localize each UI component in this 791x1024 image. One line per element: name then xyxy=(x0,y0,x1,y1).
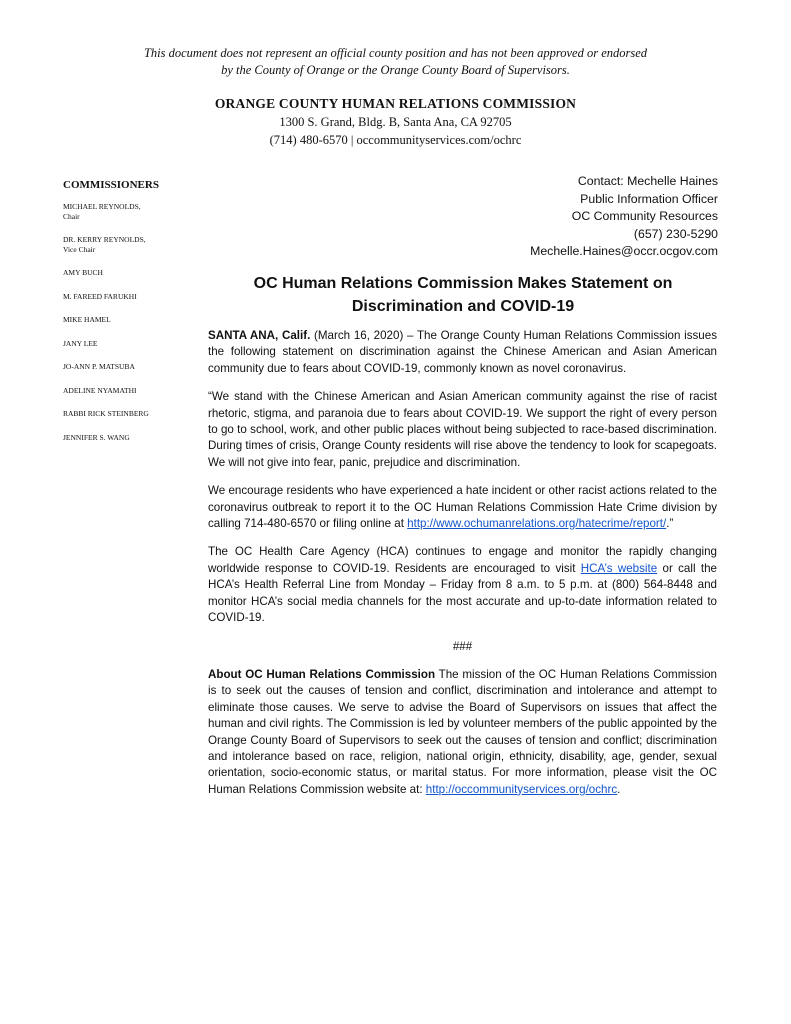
commissioner-role: Vice Chair xyxy=(63,244,96,254)
press-release-body xyxy=(208,328,717,810)
commissioner-item xyxy=(63,362,198,372)
about-text: The mission of the OC Human Relations Commission is to seek out the causes of tension and conflict, discrimination and intolerance and attempt to eliminate those causes. We serve to advise the Board of Supervisors on issues that affect the human and civil rights. The Commission is led by volunteer members of the public appointed by the Orange County Board of Supervisors to seek out the causes of tension and conflict; discrimination and intolerance based on race, religion, national origin, ethnicity, disability, age, gender, sexual orientation, socio-economic status, or marital status. For more information, please visit the OC Human Relations Commission website at: xyxy=(208,667,718,796)
commissioner-name: AMY BUCH xyxy=(63,268,103,277)
commissioner-item xyxy=(63,409,198,419)
commissioner-name: MICHAEL REYNOLDS, xyxy=(63,202,141,211)
hca-text-1: The OC Health Care Agency (HCA) continues to engage and monitor the rapidly changing worldwide response to COVID-19. Residents are encouraged to visit xyxy=(208,545,717,575)
organization-phone-web: (714) 480-6570 | occommunityservices.com/ochrc xyxy=(269,133,522,147)
commissioners-heading: COMMISSIONERS xyxy=(63,179,159,191)
hca-website-link[interactable]: HCA’s website xyxy=(580,561,658,575)
headline-line-2: Discrimination and COVID-19 xyxy=(351,298,575,315)
disclaimer-line-2: by the County of Orange or the Orange County Board of Supervisors. xyxy=(221,63,570,77)
contact-department: OC Community Resources xyxy=(571,209,718,223)
commissioner-item xyxy=(63,268,198,278)
commissioner-item xyxy=(63,315,198,325)
about-heading: About OC Human Relations Commission xyxy=(208,667,436,681)
commissioner-item xyxy=(63,386,198,396)
headline-line-1: OC Human Relations Commission Makes Statement on xyxy=(253,275,673,292)
disclaimer-line-1: This document does not represent an official county position and has not been approved or endorsed xyxy=(143,46,648,60)
commissioner-name: M. FAREED FARUKHI xyxy=(63,291,137,301)
paragraph-report xyxy=(208,483,717,532)
organization-name: ORANGE COUNTY HUMAN RELATIONS COMMISSION xyxy=(214,96,577,111)
contact-title: Public Information Officer xyxy=(580,191,718,206)
paragraph-hca xyxy=(208,544,717,626)
commissioner-name: MIKE HAMEL xyxy=(63,315,111,324)
press-release-headline xyxy=(209,272,717,318)
commissioner-name: JANY LEE xyxy=(63,338,98,348)
ochrc-website-link[interactable]: http://occommunityservices.org/ochrc xyxy=(425,782,618,796)
commissioner-name: DR. KERRY REYNOLDS, xyxy=(63,235,146,244)
contact-email: Mechelle.Haines@occr.ocgov.com xyxy=(530,244,718,258)
commissioner-item xyxy=(63,433,198,443)
about-text-end: . xyxy=(617,782,621,796)
commissioner-name: JO-ANN P. MATSUBA xyxy=(63,362,135,371)
commissioner-item xyxy=(63,339,198,349)
paragraph-about xyxy=(208,667,717,798)
dateline: SANTA ANA, Calif. xyxy=(208,329,311,342)
report-text: We encourage residents who have experienced a hate incident or other racist actions related to the coronavirus outbreak to report it to the OC Human Relations Commission Hate Crime division by calling 714-480-6570 or filing online at xyxy=(208,484,717,531)
commissioner-name: ADELINE NYAMATHI xyxy=(63,385,137,395)
commissioner-role: Chair xyxy=(63,211,80,221)
organization-address: 1300 S. Grand, Bldg. B, Santa Ana, CA 92705 xyxy=(279,115,512,129)
intro-text: (March 16, 2020) – The Orange County Human Relations Commission issues the following statement on discrimination against the Chinese American and Asian American community due to fears about COVID-19, commonly known as novel coronavirus. xyxy=(208,329,717,375)
paragraph-intro xyxy=(208,328,717,377)
commissioners-sidebar xyxy=(63,179,198,456)
hate-crime-report-link[interactable]: http://www.ochumanrelations.org/hatecrime/report/ xyxy=(407,517,667,531)
section-separator: ### xyxy=(452,639,473,653)
commissioner-item xyxy=(63,202,198,221)
commissioner-item xyxy=(63,292,198,302)
report-text-end: .” xyxy=(666,517,674,531)
contact-block xyxy=(530,173,718,261)
commissioner-item xyxy=(63,235,198,254)
commissioner-name: JENNIFER S. WANG xyxy=(63,432,130,442)
commissioner-name: RABBI RICK STEINBERG xyxy=(63,409,149,418)
contact-name: Contact: Mechelle Haines xyxy=(577,174,718,188)
organization-header xyxy=(0,95,791,149)
hca-text-2: or call the HCA’s Health Referral Line from Monday – Friday from 8 a.m. to 5 p.m. at (800) 564-8448 and monitor HCA’s social media channels for the most accurate and up-to-date information related to COVID-19. xyxy=(208,561,717,625)
paragraph-statement: “We stand with the Chinese American and Asian American community against the rise of racist rhetoric, stigma, and paranoia due to fears about COVID-19. We support the right of every person to go to school, work, and other public places without being subjected to race-based discrimination. During times of crisis, Orange County residents will rise above the tendency to look for scapegoats. We will not give into fear, panic, prejudice and discrimination. xyxy=(208,390,717,469)
contact-phone: (657) 230-5290 xyxy=(633,226,718,241)
disclaimer xyxy=(60,45,731,79)
